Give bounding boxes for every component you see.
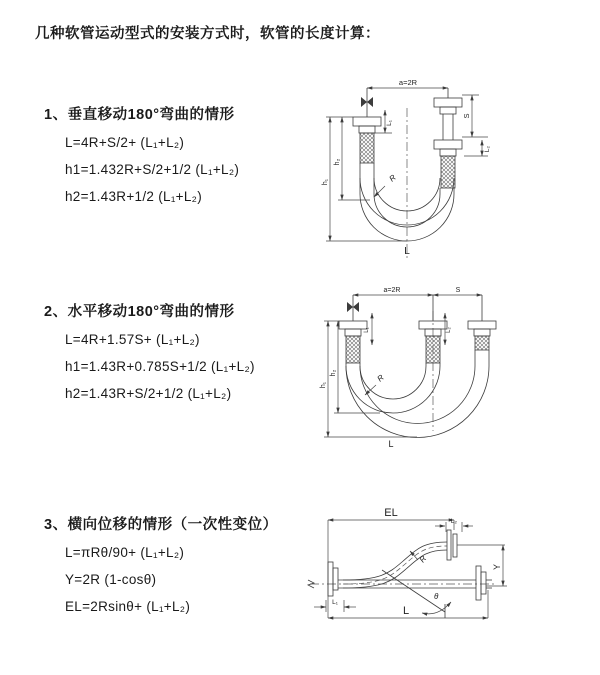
formula-l: L=4R+1.57S+ (L₁+L₂) xyxy=(65,332,200,347)
dim-label-h1: h₁ xyxy=(320,381,327,389)
formula-y: Y=2R (1-cosθ) xyxy=(65,572,157,587)
braided-section xyxy=(475,336,489,350)
dim-label-el: EL xyxy=(384,507,398,519)
page-title: 几种软管运动型式的安装方式时，软管的长度计算： xyxy=(35,26,380,42)
formula-h1: h1=1.43R+0.785S+1/2 (L₁+L₂) xyxy=(65,359,255,374)
dim-label-l2: L₂ xyxy=(446,327,452,333)
length-label: L xyxy=(388,439,394,449)
dim-label-h2: h₂ xyxy=(334,158,341,166)
dim-label-s: S xyxy=(462,113,471,119)
formula-el: EL=2Rsinθ+ (L₁+L₂) xyxy=(65,599,191,614)
radius-label: R xyxy=(417,554,429,565)
section-2-heading: 2、水平移动180°弯曲的情形 xyxy=(44,304,235,320)
dim-label-l2: L₂ xyxy=(450,518,458,525)
radius-label: R xyxy=(375,372,386,384)
dim-label-h1: h₁ xyxy=(322,178,329,186)
diagram-vertical-180-bend xyxy=(312,70,512,265)
length-label: L xyxy=(402,605,410,617)
braided-section xyxy=(441,156,455,188)
section-3-heading: 3、横向位移的情形（一次性变位） xyxy=(44,517,278,533)
formula-l: L=4R+S/2+ (L₁+L₂) xyxy=(65,135,185,150)
dim-label-l1: L₁ xyxy=(332,599,338,606)
formula-h1: h1=1.432R+S/2+1/2 (L₁+L₂) xyxy=(65,162,240,177)
pipes-and-hose xyxy=(339,295,496,438)
formula-h2: h2=1.43R+S/2+1/2 (L₁+L₂) xyxy=(65,386,232,401)
section-1-heading: 1、垂直移动180°弯曲的情形 xyxy=(44,107,235,123)
section-lateral-displacement xyxy=(44,516,278,616)
braided-section xyxy=(346,336,360,363)
dimension-labels xyxy=(332,507,502,617)
formula-h2: h2=1.43R+1/2 (L₁+L₂) xyxy=(65,189,203,204)
dim-label-l1: L₁ xyxy=(386,120,393,126)
dimension-lines xyxy=(324,295,482,437)
formula-l: L=πRθ/90+ (L₁+L₂) xyxy=(65,545,185,560)
pipes-and-hose xyxy=(353,88,462,241)
diagram-horizontal-180-bend xyxy=(312,283,514,451)
dim-label-h2: h₂ xyxy=(330,369,337,377)
braided-section xyxy=(426,336,440,363)
dimension-lines xyxy=(314,520,507,618)
dim-label-s: S xyxy=(455,287,461,294)
section-horizontal-movement xyxy=(44,303,255,403)
centerline xyxy=(308,546,496,588)
angle-label: θ xyxy=(434,592,439,601)
dim-label-a2r: a=2R xyxy=(398,78,418,87)
dim-label-l2: L₂ xyxy=(484,145,491,153)
dim-label-y: Y xyxy=(492,563,502,571)
diagram-lateral-displacement xyxy=(298,500,563,648)
length-label: L xyxy=(404,246,410,257)
braided-section xyxy=(360,133,374,163)
dim-label-a2r: a=2R xyxy=(383,287,401,294)
radius-label: R xyxy=(387,172,398,184)
dimension-labels xyxy=(322,78,491,257)
pipes-and-hose xyxy=(328,530,492,618)
section-vertical-movement xyxy=(44,106,239,206)
dim-label-l1: L₁ xyxy=(364,327,370,333)
